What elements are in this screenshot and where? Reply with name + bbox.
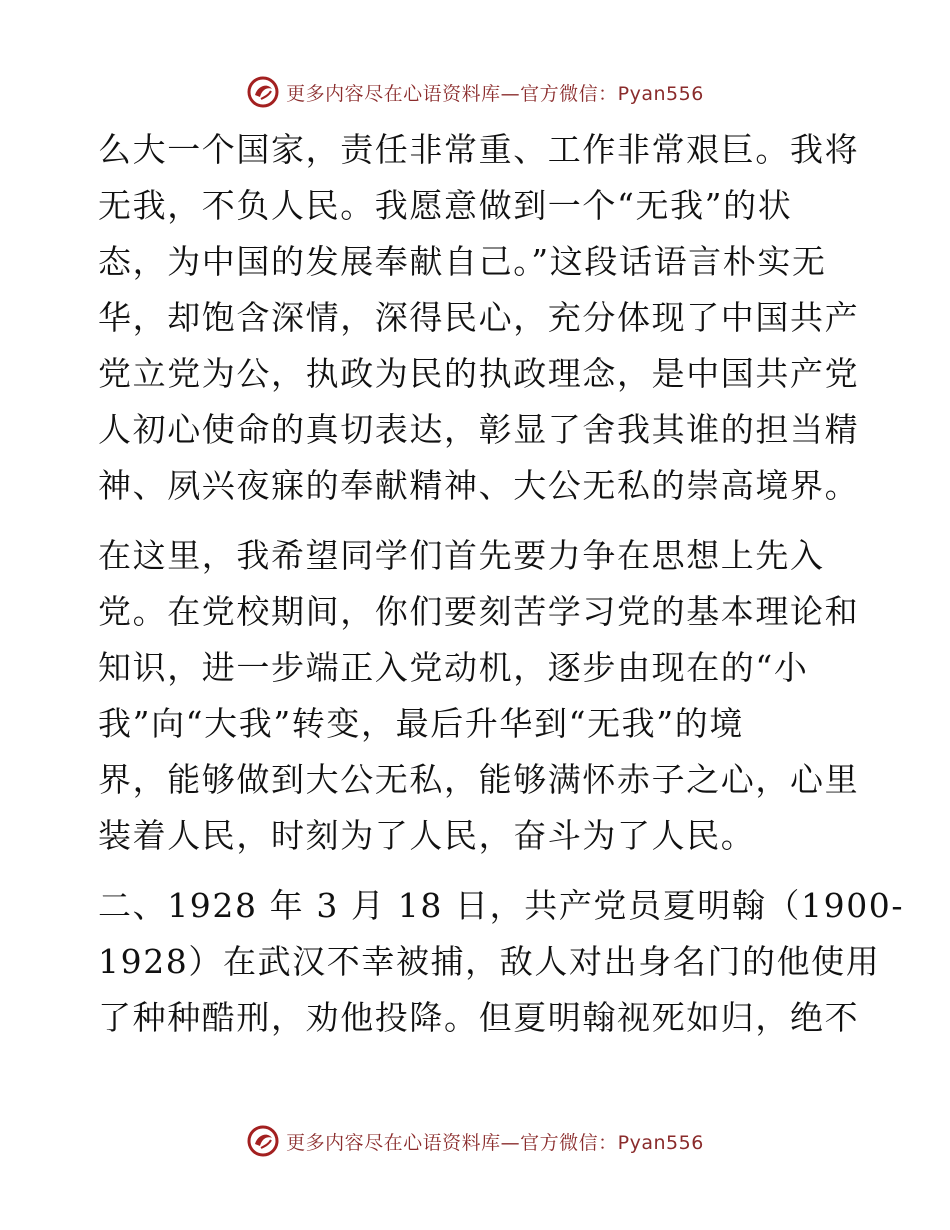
red-swirl-logo-icon [246, 75, 280, 109]
paragraph [98, 878, 905, 1046]
text-line: 无我，不负人民。我愿意做到一个“无我”的状 [98, 186, 793, 225]
text-line: 党。在党校期间，你们要刻苦学习党的基本理论和 [98, 592, 860, 631]
text-line: 人初心使命的真切表达，彰显了舍我其谁的担当精 [98, 410, 860, 449]
red-swirl-logo-icon [246, 1124, 280, 1158]
footer-watermark-text: 更多内容尽在心语资料库—官方微信：Pyan556 [286, 1131, 704, 1154]
paragraph-gap [98, 864, 852, 878]
text-line: 二、1928 年 3 月 18 日，共产党员夏明翰（1900- [98, 886, 905, 925]
paragraph [98, 528, 860, 864]
paragraph [98, 122, 860, 514]
text-line: 么大一个国家，责任非常重、工作非常艰巨。我将 [98, 130, 860, 169]
text-line: 1928）在武汉不幸被捕，敌人对出身名门的他使用 [98, 942, 881, 981]
header-watermark-text: 更多内容尽在心语资料库—官方微信：Pyan556 [286, 82, 704, 105]
text-line: 装着人民，时刻为了人民，奋斗为了人民。 [98, 816, 756, 855]
text-line: 神、夙兴夜寐的奉献精神、大公无私的崇高境界。 [98, 466, 860, 505]
text-line: 党立党为公，执政为民的执政理念，是中国共产党 [98, 354, 860, 393]
footer-watermark [0, 1121, 950, 1161]
text-line: 态，为中国的发展奉献自己。”这段话语言朴实无 [98, 242, 827, 281]
text-line: 在这里，我希望同学们首先要力争在思想上先入 [98, 536, 825, 575]
text-line: 知识，进一步端正入党动机，逐步由现在的“小 [98, 648, 809, 687]
text-line: 了种种酷刑，劝他投降。但夏明翰视死如归，绝不 [98, 998, 860, 1037]
text-line: 华，却饱含深情，深得民心，充分体现了中国共产 [98, 298, 860, 337]
paragraph-gap [98, 514, 852, 528]
header-watermark [0, 72, 950, 112]
text-line: 我”向“大我”转变，最后升华到“无我”的境 [98, 704, 744, 743]
document-body [98, 122, 905, 1046]
text-line: 界，能够做到大公无私，能够满怀赤子之心，心里 [98, 760, 860, 799]
